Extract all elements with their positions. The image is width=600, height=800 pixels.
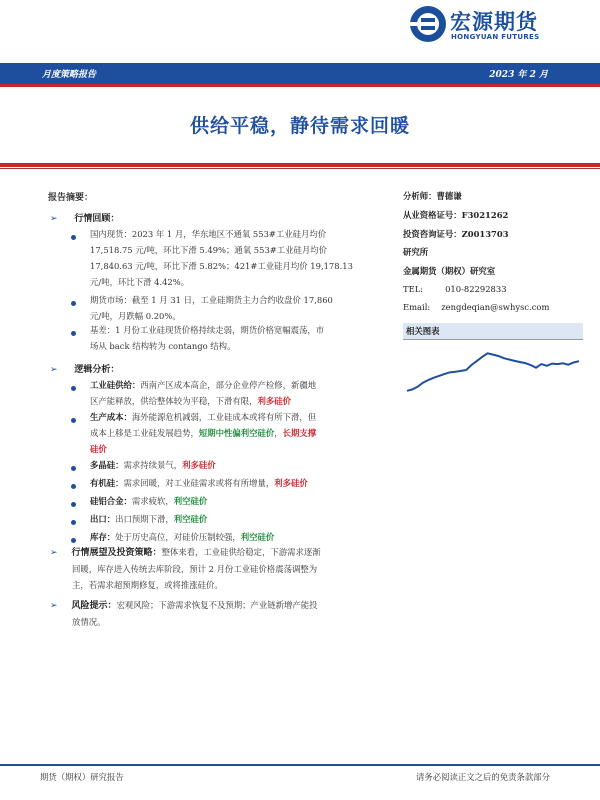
signal-bearish: 利空硅价 (173, 514, 208, 524)
license-row (403, 209, 508, 221)
header-accent-line (0, 84, 600, 87)
logic-item-label: 多晶硅： (90, 460, 124, 470)
title-divider-thin (0, 168, 600, 169)
bullet-dot-icon (71, 466, 76, 471)
risk-text: 放情况。 (72, 617, 106, 627)
email-row (403, 302, 549, 312)
footer-right: 请务必阅读正文之后的免责条款部分 (416, 772, 550, 782)
signal-bearish: 利空硅价 (240, 532, 275, 542)
outlook-heading: 行情展望及投资策略： (71, 548, 162, 558)
bullet-dot-icon (71, 538, 76, 543)
logic-item-polysilicon (90, 457, 380, 473)
analyst-name-row (403, 190, 462, 202)
logic-section (50, 362, 119, 375)
review-item-line: 场从 back 结构转为 contango 结构。 (90, 341, 236, 351)
signal-long-term-support-tail: 硅价 (90, 444, 107, 454)
review-item-basis (90, 322, 380, 354)
logic-item-export (90, 511, 380, 527)
logic-item-alloy (90, 493, 380, 509)
license-label: 从业资格证号： (403, 210, 462, 220)
logic-item-cost (90, 409, 380, 457)
bullet-dot-icon (71, 484, 76, 489)
related-chart-divider (403, 339, 583, 340)
department: 金属期货（期权）研究室 (403, 266, 496, 276)
logic-item-text: 需求回暖，对工业硅需求或将有所增量， (123, 478, 275, 488)
logic-item-label: 有机硅： (90, 478, 124, 488)
tel-number: 010-82292833 (445, 284, 507, 294)
logic-item-text: 西南产区成本高企，部分企业停产检修，新疆地 (140, 380, 317, 390)
review-item-line: 国内现货：2023 年 1 月，华东地区不通氧 553#工业硅月均价 (90, 229, 327, 239)
hongyuan-logo-icon (408, 4, 448, 44)
license-number: F3021262 (461, 210, 509, 220)
review-item-line: 基差：1 月份工业硅现货价格持续走弱，期货价格宽幅震荡，市 (90, 325, 325, 335)
signal-long-term-support: 长期支撑 (282, 428, 317, 438)
signal-bullish: 利多硅价 (182, 460, 216, 470)
review-item-line: 17,840.63 元/吨，环比下滑 5.82%；421#工业硅月均价 19,178.13 (90, 261, 353, 271)
analyst-name: 曹德谦 (436, 191, 462, 201)
logic-item-label: 工业硅供给： (90, 380, 141, 390)
bullet-dot-icon (71, 235, 76, 240)
summary-label: 报告摘要： (48, 193, 94, 203)
risk-text: 宏观风险；下游需求恢复不及预期；产业链新增产能投 (116, 600, 318, 610)
separator: ， (274, 428, 283, 438)
logic-item-label: 库存： (90, 532, 116, 542)
risk-section (50, 597, 370, 630)
company-logo (408, 4, 598, 50)
advisory-label: 投资咨询证号： (403, 229, 462, 239)
bullet-dot-icon (71, 502, 76, 507)
review-item-spot (90, 226, 380, 290)
analyst-name-label: 分析师： (403, 191, 437, 201)
related-line-chart (403, 344, 583, 424)
logic-item-text: 成本上移是工业硅发展趋势， (90, 428, 199, 438)
review-section (50, 211, 119, 224)
advisory-row (403, 228, 509, 240)
logic-item-label: 生产成本： (90, 412, 132, 422)
logo-text-en: HONGYUAN FUTURES (451, 33, 540, 41)
logic-item-text: 需求持续景气， (123, 460, 183, 470)
footer-line (0, 764, 600, 766)
outlook-text: 回暖，库存进入传统去库阶段，预计 2 月份工业硅价格震荡调整为 (72, 564, 318, 574)
series-line (407, 353, 579, 391)
related-chart-label: 相关图表 (406, 326, 440, 336)
risk-heading: 风险提示： (71, 601, 117, 611)
logic-item-text: 海外能源危机减弱，工业硅成本或将有所下滑，但 (131, 412, 317, 422)
bullet-dot-icon (71, 418, 76, 423)
arrow-icon: ➢ (50, 365, 58, 375)
arrow-icon: ➢ (50, 548, 58, 558)
title-divider (0, 163, 600, 167)
review-item-line: 17,518.75 元/吨，环比下滑 5.49%；通氧 553#工业硅月均价 (90, 245, 328, 255)
report-title: 供给平稳，静待需求回暖 (189, 115, 410, 137)
logic-item-label: 出口： (90, 514, 116, 524)
outlook-section (50, 544, 370, 593)
email-label: Email: (403, 302, 431, 312)
logic-item-text: 处于历史高位，对硅价压制较强， (115, 532, 241, 542)
report-date: 2023 年 2 月 (489, 70, 548, 80)
review-item-futures (90, 292, 380, 324)
signal-bullish: 利多硅价 (274, 478, 308, 488)
advisory-number: Z0013703 (461, 229, 509, 239)
outlook-text: 整体来看，工业硅供给稳定，下游需求逐渐 (161, 547, 321, 557)
logic-item-organosilicon (90, 475, 380, 491)
footer-left: 期货（期权）研究报告 (40, 772, 124, 782)
logic-item-supply (90, 377, 380, 409)
institute: 研究所 (403, 247, 429, 257)
signal-bearish: 利空硅价 (173, 496, 208, 506)
logic-item-text: 出口预期下滑， (115, 514, 174, 524)
logo-text-cn: 宏源期货 (450, 10, 538, 34)
logic-item-label: 硅铝合金： (90, 496, 132, 506)
logic-item-text: 需求疲软， (131, 496, 174, 506)
signal-bullish: 利多硅价 (257, 396, 291, 406)
review-item-line: 元/吨，环比下滑 4.42%。 (90, 277, 190, 287)
bullet-dot-icon (71, 520, 76, 525)
signal-neutral-bearish: 短期中性偏利空硅价 (198, 428, 275, 438)
bullet-dot-icon (71, 301, 76, 306)
report-type: 月度策略报告 (42, 70, 97, 80)
tel-row (403, 284, 507, 294)
logic-item-text: 区产能释放，供给整体较为平稳，下滑有限， (90, 396, 258, 406)
logic-item-inventory (90, 529, 380, 545)
tel-label: TEL: (403, 284, 424, 294)
arrow-icon: ➢ (50, 601, 58, 611)
arrow-icon: ➢ (50, 214, 58, 224)
bullet-dot-icon (71, 386, 76, 391)
review-item-line: 期货市场：截至 1 月 31 日，工业硅期货主力合约收盘价 17,860 (90, 295, 333, 305)
review-heading: 行情回顾： (74, 214, 120, 224)
outlook-text: 主，若需求超预期修复，或将推涨硅价。 (72, 580, 223, 590)
logic-heading: 逻辑分析： (74, 365, 120, 375)
email-address[interactable]: zengdeqian@swhysc.com (441, 302, 550, 312)
review-item-line: 元/吨，月跌幅 0.20%。 (90, 311, 181, 321)
bullet-dot-icon (71, 331, 76, 336)
